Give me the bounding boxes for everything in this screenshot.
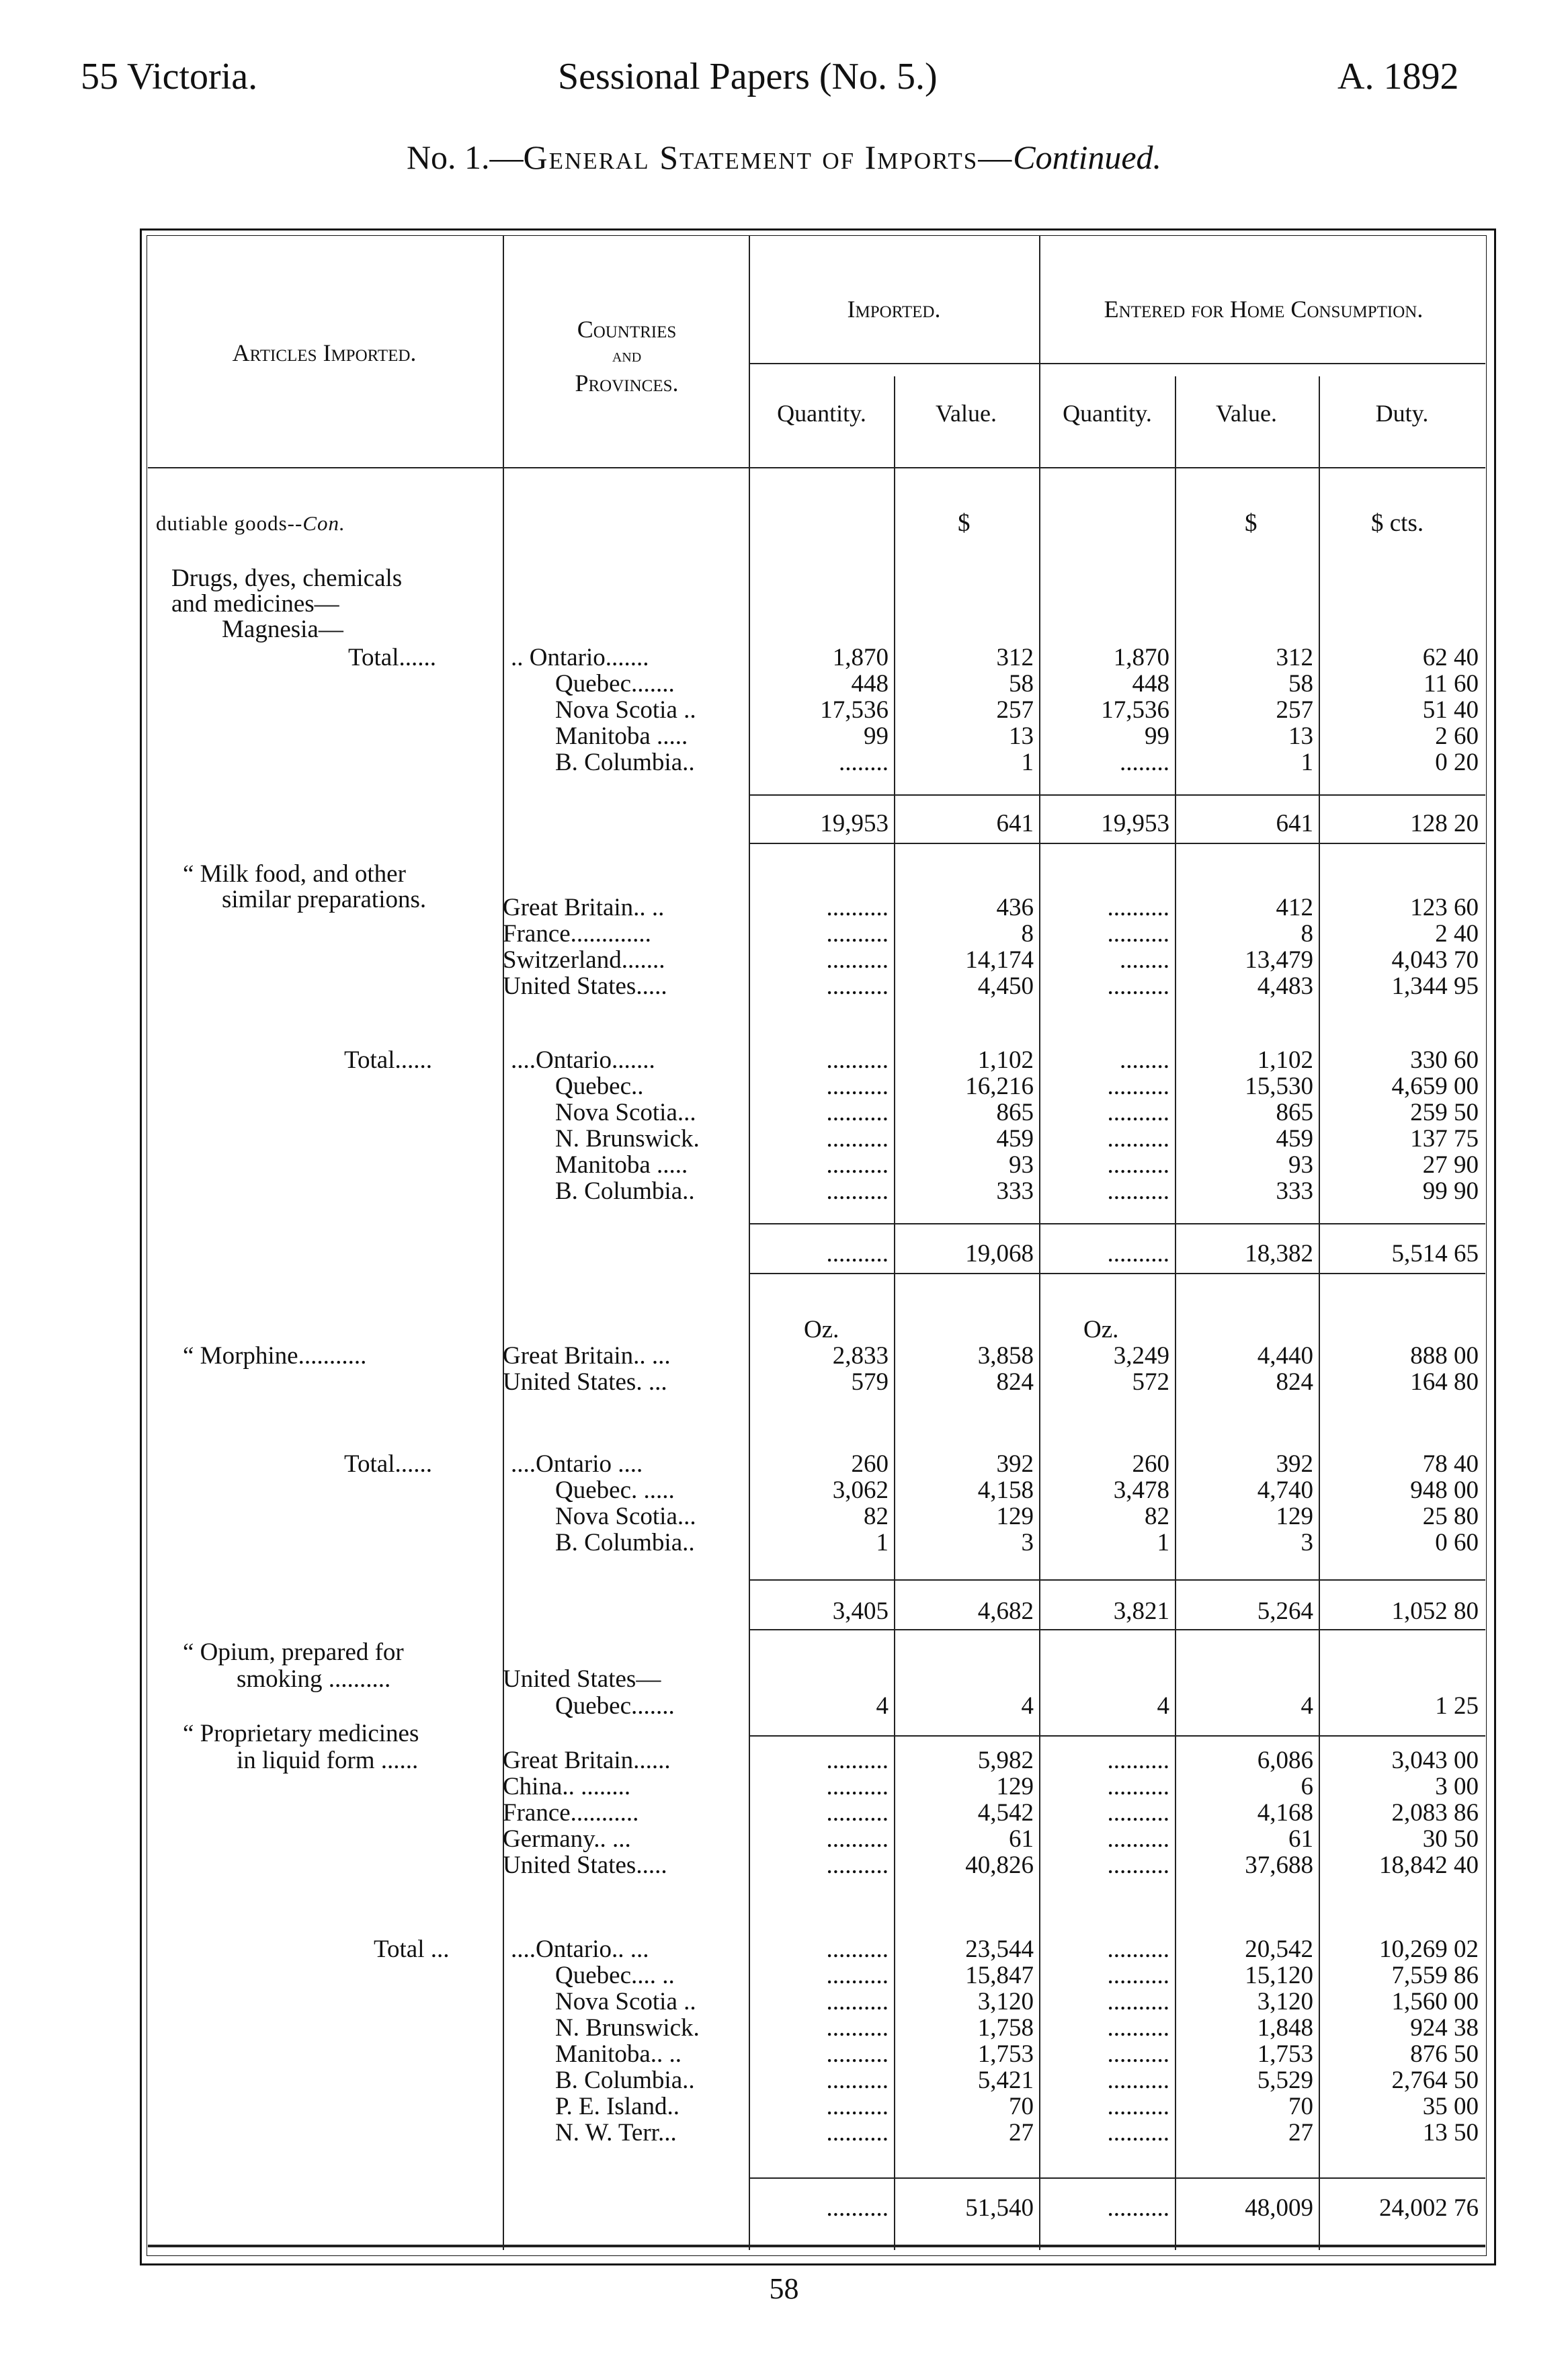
row-country: ....Ontario....... <box>511 1046 655 1074</box>
row-v1: 4,158 <box>977 1476 1034 1504</box>
row-q1: .......... <box>826 1773 889 1800</box>
row-v2: 15,530 <box>1245 1073 1313 1100</box>
row-v1: 5,982 <box>977 1747 1034 1774</box>
row-q2: .......... <box>1107 2194 1169 2222</box>
row-country: B. Columbia.. <box>555 1177 695 1205</box>
row-q2: .......... <box>1107 972 1169 1000</box>
row-v2: 1,102 <box>1257 1046 1313 1074</box>
row-duty: 51 40 <box>1422 696 1479 724</box>
row-duty: 3 00 <box>1435 1773 1479 1800</box>
row-q1: .......... <box>826 920 889 948</box>
title-main: General Statement of Imports— <box>523 138 1014 176</box>
row-country: .. Ontario....... <box>511 644 649 671</box>
row-v1: 19,068 <box>965 1240 1034 1267</box>
row-duty: 888 00 <box>1410 1342 1479 1370</box>
row-v1: 51,540 <box>965 2194 1034 2222</box>
row-duty: 0 60 <box>1435 1529 1479 1556</box>
row-v2: 333 <box>1276 1177 1313 1205</box>
row-duty: 4,043 70 <box>1391 946 1479 974</box>
row-duty: 1,052 80 <box>1391 1597 1479 1625</box>
row-q1: .......... <box>826 946 889 974</box>
row-v1: 27 <box>1009 2119 1034 2147</box>
row-v2: 412 <box>1276 894 1313 921</box>
row-v2: 13 <box>1288 722 1313 750</box>
row-q1: .......... <box>826 1988 889 2015</box>
row-duty: 1,344 95 <box>1391 972 1479 1000</box>
row-q1: .......... <box>826 2067 889 2094</box>
row-duty: 164 80 <box>1410 1368 1479 1396</box>
row-q2: .......... <box>1107 1099 1169 1126</box>
row-duty: 137 75 <box>1410 1125 1479 1153</box>
morphine-qty-unit2: Oz. <box>1083 1316 1119 1343</box>
row-q2: 19,953 <box>1101 810 1169 837</box>
row-v1: 23,544 <box>965 1935 1034 1963</box>
row-q2: .......... <box>1107 1125 1169 1153</box>
article-milk-food: “ Milk food, and other <box>183 860 406 888</box>
row-duty: 7,559 86 <box>1391 1962 1479 1989</box>
row-q2: ........ <box>1120 749 1169 776</box>
row-country: Great Britain.. ... <box>503 1342 671 1370</box>
row-country: N. Brunswick. <box>555 2014 700 2042</box>
row-country: Switzerland....... <box>503 946 665 974</box>
row-q1: .......... <box>826 1099 889 1126</box>
row-q2: 3,821 <box>1113 1597 1169 1625</box>
row-v1: 129 <box>996 1503 1034 1530</box>
row-v1: 13 <box>1009 722 1034 750</box>
section-label: dutiable goods--Con. <box>156 511 345 535</box>
row-v2: 4,483 <box>1257 972 1313 1000</box>
header-subrule <box>750 363 1485 364</box>
row-q1: 260 <box>851 1450 889 1478</box>
row-country: Quebec....... <box>555 670 675 698</box>
row-q1: .......... <box>826 2040 889 2068</box>
rule-total-morphine <box>750 1579 1485 1581</box>
article-drugs-2: and medicines— <box>171 590 339 618</box>
row-country: France........... <box>503 1799 639 1827</box>
row-v1: 459 <box>996 1125 1034 1153</box>
row-v1: 436 <box>996 894 1034 921</box>
row-v1: 333 <box>996 1177 1034 1205</box>
row-v2: 8 <box>1301 920 1313 948</box>
row-country: Nova Scotia .. <box>555 696 696 724</box>
row-q1: .......... <box>826 2093 889 2120</box>
row-v1: 40,826 <box>965 1851 1034 1879</box>
row-v1: 4,682 <box>977 1597 1034 1625</box>
row-v1: 3,858 <box>977 1342 1034 1370</box>
row-v1: 8 <box>1021 920 1034 948</box>
row-v2: 865 <box>1276 1099 1313 1126</box>
row-q2: 1,870 <box>1113 644 1169 671</box>
col-header-quantity: Quantity. <box>777 400 866 427</box>
row-v2: 4 <box>1301 1692 1313 1720</box>
row-q1: .......... <box>826 1151 889 1179</box>
row-duty: 4,659 00 <box>1391 1073 1479 1100</box>
row-v1: 70 <box>1009 2093 1034 2120</box>
row-country: United States. ... <box>503 1368 667 1396</box>
row-v1: 312 <box>996 644 1034 671</box>
row-duty: 62 40 <box>1422 644 1479 671</box>
row-v2: 1,753 <box>1257 2040 1313 2068</box>
row-q1: .......... <box>826 1825 889 1853</box>
row-country: Quebec.... .. <box>555 1962 675 1989</box>
row-v1: 1,102 <box>977 1046 1034 1074</box>
row-q2: 4 <box>1157 1692 1169 1720</box>
row-v1: 3,120 <box>977 1988 1034 2015</box>
row-duty: 13 50 <box>1422 2119 1479 2147</box>
page-number: 58 <box>769 2272 799 2305</box>
row-q1: 1 <box>876 1529 889 1556</box>
row-q2: 1 <box>1157 1529 1169 1556</box>
row-q2: .......... <box>1107 1988 1169 2015</box>
row-duty: 18,842 40 <box>1379 1851 1479 1879</box>
row-v1: 1,753 <box>977 2040 1034 2068</box>
article-milk-total: Total...... <box>344 1046 432 1074</box>
col-header-entered: Entered for Home Consumption. <box>1104 296 1423 323</box>
row-country: N. Brunswick. <box>555 1125 700 1153</box>
article-proprietary: “ Proprietary medicines <box>183 1720 419 1747</box>
row-v1: 14,174 <box>965 946 1034 974</box>
title-suffix: Continued. <box>1013 138 1162 176</box>
row-country: Quebec. ..... <box>555 1476 675 1504</box>
article-proprietary-2: in liquid form ...... <box>237 1747 419 1774</box>
row-q1: 579 <box>851 1368 889 1396</box>
row-v2: 37,688 <box>1245 1851 1313 1879</box>
row-q1: 4 <box>876 1692 889 1720</box>
row-v1: 1 <box>1021 749 1034 776</box>
row-q2: .......... <box>1107 1825 1169 1853</box>
rule-after-magnesia <box>750 843 1485 844</box>
running-header-left: 55 Victoria. <box>81 56 258 97</box>
row-country: Great Britain...... <box>503 1747 671 1774</box>
row-duty: 25 80 <box>1422 1503 1479 1530</box>
row-duty: 128 20 <box>1410 810 1479 837</box>
row-v2: 6 <box>1301 1773 1313 1800</box>
row-country: China.. ........ <box>503 1773 631 1800</box>
row-duty: 2 60 <box>1435 722 1479 750</box>
row-q2: .......... <box>1107 1935 1169 1963</box>
row-country: Manitoba ..... <box>555 722 688 750</box>
row-duty: 0 20 <box>1435 749 1479 776</box>
row-duty: 330 60 <box>1410 1046 1479 1074</box>
row-q2: 17,536 <box>1101 696 1169 724</box>
rule-total-magnesia <box>750 794 1485 796</box>
row-q2: ........ <box>1120 946 1169 974</box>
row-v2: 18,382 <box>1245 1240 1313 1267</box>
row-q2: 3,478 <box>1113 1476 1169 1504</box>
row-v1: 824 <box>996 1368 1034 1396</box>
row-country: Nova Scotia .. <box>555 1988 696 2015</box>
col-header-imported: Imported. <box>847 296 941 323</box>
row-q1: .......... <box>826 1799 889 1827</box>
row-v1: 865 <box>996 1099 1034 1126</box>
running-header-right: A. 1892 <box>1337 56 1459 97</box>
row-country: United States..... <box>503 972 667 1000</box>
row-v2: 257 <box>1276 696 1313 724</box>
row-country: ....Ontario .... <box>511 1450 643 1478</box>
row-duty: 99 90 <box>1422 1177 1479 1205</box>
row-v2: 5,529 <box>1257 2067 1313 2094</box>
unit-duty: $ cts. <box>1371 509 1424 537</box>
row-v2: 1,848 <box>1257 2014 1313 2042</box>
row-duty: 78 40 <box>1422 1450 1479 1478</box>
row-v2: 129 <box>1276 1503 1313 1530</box>
row-country: France............. <box>503 920 651 948</box>
row-q1: .......... <box>826 972 889 1000</box>
row-duty: 2 40 <box>1435 920 1479 948</box>
row-v1: 58 <box>1009 670 1034 698</box>
row-duty: 5,514 65 <box>1391 1240 1479 1267</box>
article-proprietary-total: Total ... <box>374 1935 450 1963</box>
unit-value2: $ <box>1245 509 1257 537</box>
row-country: Nova Scotia... <box>555 1099 696 1126</box>
row-v1: 15,847 <box>965 1962 1034 1989</box>
col-header-quantity2: Quantity. <box>1063 400 1152 427</box>
row-v1: 392 <box>996 1450 1034 1478</box>
row-q1: 1,870 <box>832 644 889 671</box>
row-q1: 82 <box>864 1503 889 1530</box>
row-q2: .......... <box>1107 1773 1169 1800</box>
row-q1: 3,405 <box>832 1597 889 1625</box>
row-q2: .......... <box>1107 2040 1169 2068</box>
row-q2: .......... <box>1107 2067 1169 2094</box>
row-q2: ........ <box>1120 1046 1169 1074</box>
page-title <box>0 138 1568 177</box>
row-country: P. E. Island.. <box>555 2093 679 2120</box>
row-v2: 3,120 <box>1257 1988 1313 2015</box>
row-duty: 27 90 <box>1422 1151 1479 1179</box>
row-v2: 20,542 <box>1245 1935 1313 1963</box>
row-duty: 259 50 <box>1410 1099 1479 1126</box>
row-q1: .......... <box>826 1747 889 1774</box>
row-q1: .......... <box>826 2119 889 2147</box>
row-v2: 459 <box>1276 1125 1313 1153</box>
row-v1: 641 <box>996 810 1034 837</box>
row-q2: .......... <box>1107 2014 1169 2042</box>
rule-total-milk <box>750 1223 1485 1224</box>
row-q1: 99 <box>864 722 889 750</box>
article-morphine-total: Total...... <box>344 1450 432 1478</box>
row-duty: 35 00 <box>1422 2093 1479 2120</box>
rule-after-morphine <box>750 1629 1485 1630</box>
article-opium: “ Opium, prepared for <box>183 1638 404 1666</box>
row-duty: 1,560 00 <box>1391 1988 1479 2015</box>
header-bottom-rule <box>148 467 1485 468</box>
row-country: B. Columbia.. <box>555 749 695 776</box>
row-duty: 948 00 <box>1410 1476 1479 1504</box>
row-v1: 129 <box>996 1773 1034 1800</box>
row-v2: 1 <box>1301 749 1313 776</box>
row-v1: 93 <box>1009 1151 1034 1179</box>
row-q2: .......... <box>1107 920 1169 948</box>
rule-after-opium <box>750 1735 1485 1737</box>
row-q1: .......... <box>826 2014 889 2042</box>
row-v1: 257 <box>996 696 1034 724</box>
row-q2: 99 <box>1145 722 1169 750</box>
row-q1: .......... <box>826 1125 889 1153</box>
row-duty: 3,043 00 <box>1391 1747 1479 1774</box>
col-header-value: Value. <box>936 400 997 427</box>
row-v2: 93 <box>1288 1151 1313 1179</box>
row-duty: 24,002 76 <box>1379 2194 1479 2222</box>
row-country: B. Columbia.. <box>555 1529 695 1556</box>
row-q1: 448 <box>851 670 889 698</box>
article-opium-2: smoking .......... <box>237 1665 391 1693</box>
article-magnesia-total: Total...... <box>348 644 436 671</box>
row-q1: .......... <box>826 1177 889 1205</box>
col-header-articles: Articles Imported. <box>232 339 417 366</box>
row-country: Manitoba.. .. <box>555 2040 682 2068</box>
row-q2: .......... <box>1107 1799 1169 1827</box>
row-q2: .......... <box>1107 1177 1169 1205</box>
row-q2: .......... <box>1107 1851 1169 1879</box>
row-q1: .......... <box>826 1046 889 1074</box>
row-v2: 13,479 <box>1245 946 1313 974</box>
title-prefix: No. 1.— <box>406 138 524 176</box>
row-country: United States— <box>503 1665 661 1693</box>
row-duty: 876 50 <box>1410 2040 1479 2068</box>
article-magnesia: Magnesia— <box>222 616 343 643</box>
row-q2: .......... <box>1107 1073 1169 1100</box>
row-q2: .......... <box>1107 2093 1169 2120</box>
row-v2: 5,264 <box>1257 1597 1313 1625</box>
row-q2: .......... <box>1107 1962 1169 1989</box>
col-header-duty: Duty. <box>1375 400 1429 427</box>
row-duty: 2,083 86 <box>1391 1799 1479 1827</box>
row-v2: 58 <box>1288 670 1313 698</box>
row-q2: .......... <box>1107 2119 1169 2147</box>
row-country: B. Columbia.. <box>555 2067 695 2094</box>
row-v1: 61 <box>1009 1825 1034 1853</box>
row-v1: 4 <box>1021 1692 1034 1720</box>
row-q2: 3,249 <box>1113 1342 1169 1370</box>
row-q1: .......... <box>826 1962 889 1989</box>
row-country: Manitoba ..... <box>555 1151 688 1179</box>
row-v1: 4,450 <box>977 972 1034 1000</box>
row-v2: 4,740 <box>1257 1476 1313 1504</box>
row-duty: 2,764 50 <box>1391 2067 1479 2094</box>
running-header-center: Sessional Papers (No. 5.) <box>558 56 938 97</box>
row-q2: .......... <box>1107 1747 1169 1774</box>
row-country: United States..... <box>503 1851 667 1879</box>
row-v1: 3 <box>1021 1529 1034 1556</box>
row-v2: 70 <box>1288 2093 1313 2120</box>
row-q1: 19,953 <box>820 810 889 837</box>
row-country: Germany.. ... <box>503 1825 631 1853</box>
row-q2: .......... <box>1107 894 1169 921</box>
row-v2: 641 <box>1276 810 1313 837</box>
row-v1: 5,421 <box>977 2067 1034 2094</box>
row-country: Nova Scotia... <box>555 1503 696 1530</box>
row-v2: 48,009 <box>1245 2194 1313 2222</box>
row-duty: 11 60 <box>1423 670 1479 698</box>
morphine-qty-unit: Oz. <box>804 1316 839 1343</box>
row-country: Great Britain.. .. <box>503 894 665 921</box>
row-q1: .......... <box>826 894 889 921</box>
row-q1: ........ <box>839 749 889 776</box>
row-duty: 924 38 <box>1410 2014 1479 2042</box>
row-q2: .......... <box>1107 1240 1169 1267</box>
unit-value: $ <box>958 509 971 537</box>
table-bottom-rule <box>148 2245 1485 2247</box>
row-q1: .......... <box>826 1851 889 1879</box>
row-v2: 6,086 <box>1257 1747 1313 1774</box>
rule-after-milk <box>750 1273 1485 1274</box>
row-q2: 260 <box>1132 1450 1169 1478</box>
row-v2: 4,168 <box>1257 1799 1313 1827</box>
row-country: Quebec.. <box>555 1073 644 1100</box>
row-q2: 572 <box>1132 1368 1169 1396</box>
row-v1: 1,758 <box>977 2014 1034 2042</box>
row-q1: .......... <box>826 1073 889 1100</box>
row-q2: .......... <box>1107 1151 1169 1179</box>
row-country: ....Ontario.. ... <box>511 1935 649 1963</box>
row-v2: 312 <box>1276 644 1313 671</box>
row-duty: 30 50 <box>1422 1825 1479 1853</box>
rule-total-proprietary <box>750 2177 1485 2179</box>
article-drugs: Drugs, dyes, chemicals <box>171 565 403 592</box>
row-q1: .......... <box>826 1240 889 1267</box>
row-v2: 3 <box>1301 1529 1313 1556</box>
row-duty: 10,269 02 <box>1379 1935 1479 1963</box>
row-q2: 448 <box>1132 670 1169 698</box>
row-v2: 4,440 <box>1257 1342 1313 1370</box>
row-q1: 3,062 <box>832 1476 889 1504</box>
col-header-value2: Value. <box>1216 400 1277 427</box>
row-v2: 824 <box>1276 1368 1313 1396</box>
row-v1: 4,542 <box>977 1799 1034 1827</box>
col-rule-articles <box>503 235 504 2250</box>
row-v2: 392 <box>1276 1450 1313 1478</box>
row-duty: 123 60 <box>1410 894 1479 921</box>
row-duty: 1 25 <box>1435 1692 1479 1720</box>
col-header-countries: Countries and Provinces. <box>575 316 679 397</box>
row-q1: 2,833 <box>832 1342 889 1370</box>
row-v1: 16,216 <box>965 1073 1034 1100</box>
row-q1: .......... <box>826 1935 889 1963</box>
row-v2: 27 <box>1288 2119 1313 2147</box>
row-v2: 15,120 <box>1245 1962 1313 1989</box>
row-country: N. W. Terr... <box>555 2119 677 2147</box>
article-milk-food-2: similar preparations. <box>222 886 427 913</box>
row-q1: .......... <box>826 2194 889 2222</box>
row-q2: 82 <box>1145 1503 1169 1530</box>
row-v2: 61 <box>1288 1825 1313 1853</box>
row-country: Quebec....... <box>555 1692 675 1720</box>
row-q1: 17,536 <box>820 696 889 724</box>
article-morphine: “ Morphine........... <box>183 1342 367 1370</box>
